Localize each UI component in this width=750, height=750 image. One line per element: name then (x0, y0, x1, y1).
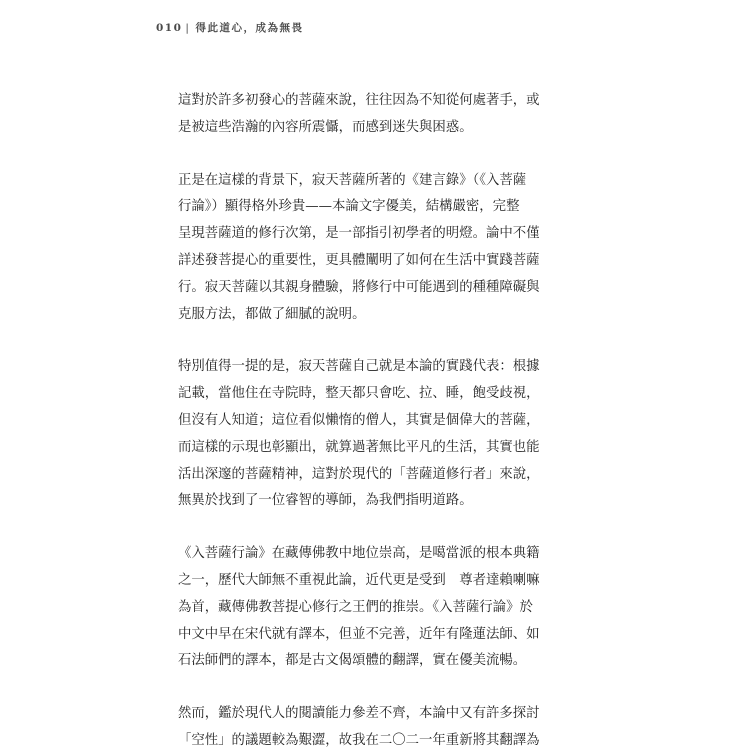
paragraph-2 (178, 168, 562, 329)
body-text (178, 88, 562, 750)
paragraph-5 (178, 701, 562, 750)
text-line: 活出深邃的菩薩精神，這對於現代的「菩薩道修行者」來說， (178, 466, 540, 482)
header-separator: | (185, 22, 191, 34)
text-line: 呈現菩薩道的修行次第，是一部指引初學者的明燈。論中不僅 (178, 226, 540, 242)
page-number: 010 (156, 22, 183, 34)
text-line: 無異於找到了一位睿智的導師，為我們指明道路。 (178, 493, 473, 509)
text-line: 《入菩薩行論》在藏傳佛教中地位崇高，是噶當派的根本典籍 (178, 546, 540, 562)
paragraph-1 (178, 88, 562, 142)
paragraph-3 (178, 354, 562, 515)
paragraph-4 (178, 541, 562, 675)
text-line: 而這樣的示現也彰顯出，就算過著無比平凡的生活，其實也能 (178, 439, 540, 455)
text-line: 這對於許多初發心的菩薩來說，往往因為不知從何處著手，或 (178, 93, 540, 108)
text-line: 詳述發菩提心的重要性，更具體闡明了如何在生活中實踐菩薩 (178, 252, 540, 268)
text-line: 之一，歷代大師無不重視此論，近代更是受到 尊者達賴喇嘛 (178, 572, 540, 588)
running-header (156, 20, 303, 35)
text-line: 正是在這樣的背景下，寂天菩薩所著的《建言錄》（《入菩薩 (178, 172, 527, 188)
text-line: 「空性」的議題較為艱澀，故我在二〇二一年重新將其翻譯為 (178, 732, 540, 748)
text-line: 是被這些浩瀚的內容所震懾，而感到迷失與困惑。 (178, 119, 473, 135)
text-line: 克服方法，都做了細膩的說明。 (178, 306, 366, 322)
text-line: 為首，藏傳佛教菩提心修行之王們的推崇。《入菩薩行論》於 (178, 599, 533, 615)
text-line: 然而，鑑於現代人的閱讀能力參差不齊，本論中又有許多探討 (178, 706, 540, 722)
running-title: 得此道心，成為無畏 (195, 22, 304, 34)
text-line: 行論》）顯得格外珍貴——本論文字優美，結構嚴密，完整 (178, 199, 520, 215)
text-line: 行。寂天菩薩以其親身體驗，將修行中可能遇到的種種障礙與 (178, 279, 540, 295)
text-line: 但沒有人知道；這位看似懶惰的僧人，其實是個偉大的菩薩， (178, 412, 540, 428)
text-line: 石法師們的譯本，都是古文偈頌體的翻譯，實在優美流暢。 (178, 653, 527, 669)
text-line: 中文中早在宋代就有譯本，但並不完善，近年有隆蓮法師、如 (178, 626, 540, 642)
text-line: 記載，當他住在寺院時，整天都只會吃、拉、睡，飽受歧視， (178, 386, 540, 402)
text-line: 特別值得一提的是，寂天菩薩自己就是本論的實踐代表：根據 (178, 359, 540, 375)
